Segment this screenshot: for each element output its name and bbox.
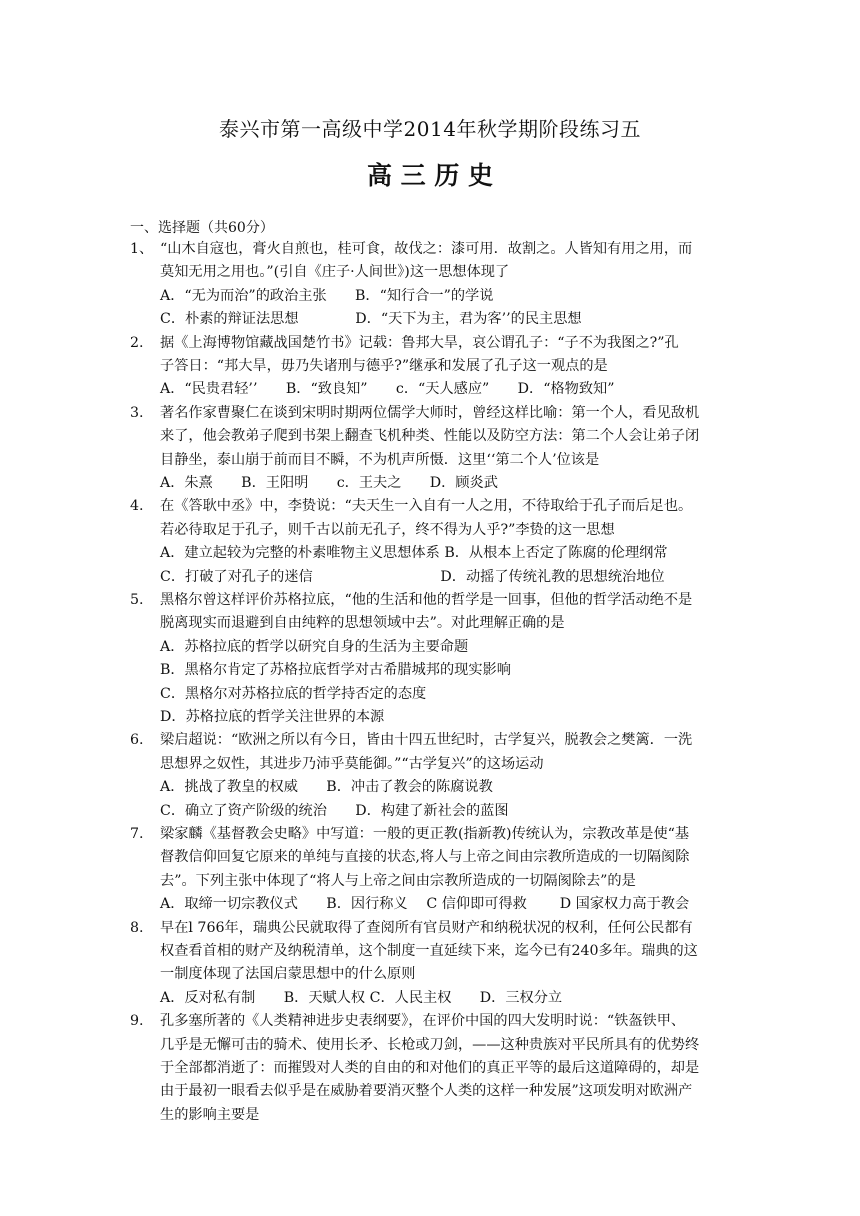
answer-options-line: C．朴素的辩证法思想 D．“天下为主，君为客’’的民主思想 xyxy=(160,311,582,328)
question-text-line: 若必待取足于孔子，则千古以前无孔子，终不得为人乎?”李贽的这一思想 xyxy=(160,521,615,538)
answer-options-line: A．挑战了教皇的权威 B．冲击了教会的陈腐说教 xyxy=(160,779,493,796)
question-text-line: 著名作家曹聚仁在谈到宋明时期两位儒学大师时，曾经这样比喻：第一个人，看见敌机 xyxy=(160,404,700,421)
question-text-line: “山木自寇也，膏火自煎也，桂可食，故伐之：漆可用．故割之。人皆知有用之用，而 xyxy=(160,241,693,257)
question-text-line: 权查看首相的财产及纳税清单，这个制度一直延续下来，迄今已有240多年。瑞典的这 xyxy=(160,943,698,959)
question-number: 6. xyxy=(130,732,144,749)
question-text-line: 于全部都消逝了：而摧毁对人类的自由的和对他们的真正平等的最后这道障碍的，却是 xyxy=(160,1060,700,1076)
exam-title: 泰兴市第一高级中学2014年秋学期阶段练习五 xyxy=(219,117,641,141)
question-text-line: 目静坐，泰山崩于前而目不瞬，不为机声所慑．这里‘‘第二个人’位该是 xyxy=(160,451,600,468)
question-text-line: 督教信仰回复它原来的单纯与直接的状态,将人与上帝之间由宗教所造成的一切隔阂除 xyxy=(160,849,690,866)
question-number: 5. xyxy=(130,592,144,608)
answer-options-line: D．苏格拉底的哲学关注世界的本源 xyxy=(160,709,385,725)
question-text-line: 思想界之奴性，其进步乃沛乎莫能御。”“古学复兴”的这场运动 xyxy=(160,755,544,772)
question-text-line: 黑格尔曾这样评价苏格拉底，“他的生活和他的哲学是一回事，但他的哲学活动绝不是 xyxy=(160,592,693,608)
answer-options-line: A．朱熹 B．王阳明 c．王夫之 D．顾炎武 xyxy=(160,475,498,491)
exam-subject: 高 三 历 史 xyxy=(366,161,494,190)
question-number: 2. xyxy=(130,334,144,351)
question-text-line: 据《上海博物馆藏战国楚竹书》记载：鲁邦大旱，哀公谓孔子：“子不为我图之?”孔 xyxy=(160,334,679,351)
question-text-line: 梁家麟《基督教会史略》中写道：一般的更正教(指新教)传统认为，宗教改革是使“基 xyxy=(160,826,690,842)
answer-options-line: A．“无为而治”的政治主张 B．“知行合一”的学说 xyxy=(160,287,494,304)
question-text-line: 孔多塞所著的《人类精神进步史表纲要》，在评价中国的四大发明时说：“铁盔铁甲、 xyxy=(160,1013,686,1030)
answer-options-line: B．黑格尔肯定了苏格拉底哲学对古希腊城邦的现实影响 xyxy=(160,662,511,679)
question-text-line: 早在l 766年，瑞典公民就取得了查阅所有官员财产和纳税状况的权利，任何公民都有 xyxy=(160,919,693,936)
question-text-line: 一制度体现了法国启蒙思想中的什么原则 xyxy=(160,966,416,983)
question-number: 7. xyxy=(130,826,144,842)
question-text-line: 来了，他会教弟子爬到书架上翻查飞机种类、性能以及防空方法：第二个人会让弟子闭 xyxy=(160,428,700,445)
question-text-line: 生的影响主要是 xyxy=(160,1106,260,1123)
question-number: 1、 xyxy=(130,241,154,257)
question-text-line: 在《答耿中丞》中，李贽说：“夫天生一入自有一人之用，不待取给于孔子而后足也。 xyxy=(160,498,693,515)
section-heading: 一、选择题（共60分） xyxy=(130,220,274,236)
answer-options-line: A．建立起较为完整的朴素唯物主义思想体系 B．从根本上否定了陈腐的伦理纲常 xyxy=(160,545,668,562)
question-number: 4. xyxy=(130,498,144,515)
question-number: 9. xyxy=(130,1013,144,1030)
answer-options-line: A．反对私有制 B．天赋人权 C．人民主权 D．三权分立 xyxy=(160,989,563,1006)
question-text-line: 莫知无用之用也。”(引自《庄子·人间世》)这一思想体现了 xyxy=(160,264,510,281)
answer-options-line: C．黑格尔对苏格拉底的哲学持否定的态度 xyxy=(160,685,427,702)
question-text-line: 子答日：“邦大旱，毋乃失诸刑与德乎?”继承和发展了孔子这一观点的是 xyxy=(160,358,608,374)
question-text-line: 脱离现实而退避到自由纯粹的思想领域中去”。对此理解正确的是 xyxy=(160,615,565,632)
answer-options-line: A．苏格拉底的哲学以研究自身的生活为主要命题 xyxy=(160,638,469,655)
answer-options-line: C．确立了资产阶级的统治 D．构建了新社会的蓝图 xyxy=(160,802,509,819)
question-text-line: 几乎是无懈可击的骑术、使用长矛、长枪或刀剑，——这种贵族对平民所具有的优势终 xyxy=(160,1036,700,1053)
question-text-line: 由于最初一眼看去似乎是在威胁着要消灭整个人类的这样一种发展”这项发明对欧洲产 xyxy=(160,1083,693,1100)
answer-options-line: C．打破了对孔子的迷信 D．动摇了传统礼教的思想统治地位 xyxy=(160,568,665,585)
question-text-line: 梁启超说：“欧洲之所以有今日，皆由十四五世纪时，古学复兴，脱教会之樊篱．一洗 xyxy=(160,732,693,749)
answer-options-line: A．“民贵君轻’’ B．“致良知” c．“天人感应” D．“格物致知” xyxy=(160,381,615,398)
question-number: 3. xyxy=(130,404,144,421)
question-number: 8. xyxy=(130,919,144,936)
question-text-line: 去”。下列主张中体现了“将人与上帝之间由宗教所造成的一切隔阂除去”的是 xyxy=(160,872,636,889)
answer-options-line: A．取缔一切宗教仪式 B．因行称义 C 信仰即可得救 D 国家权力高于教会 xyxy=(160,896,690,913)
